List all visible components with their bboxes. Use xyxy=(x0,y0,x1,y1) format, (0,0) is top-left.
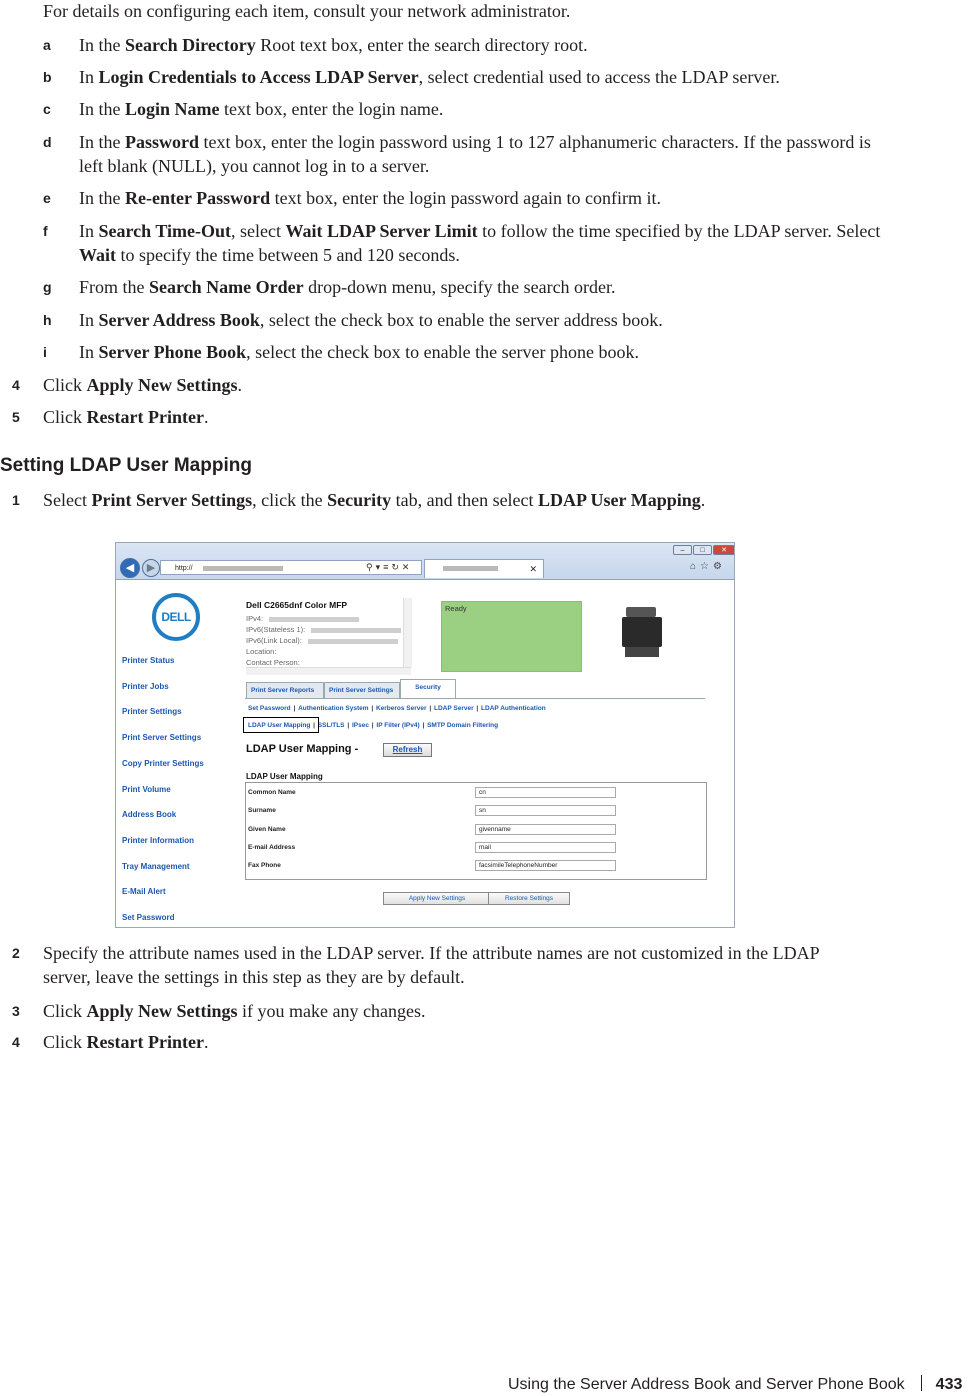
step-text: Click Apply New Settings if you make any changes. xyxy=(43,1001,426,1021)
step-number: 2 xyxy=(12,945,20,961)
field-input[interactable]: facsimileTelephoneNumber xyxy=(475,860,616,871)
step-number: 3 xyxy=(12,1003,20,1019)
security-links-row-1: Set Password | Authentication System | Kerberos Server | LDAP Server | LDAP Authentication xyxy=(248,705,546,712)
substep-text: In Server Address Book, select the check box to enable the server address book. xyxy=(79,310,663,330)
sidebar-item[interactable]: Printer Settings xyxy=(122,707,182,717)
page-footer xyxy=(508,1374,971,1396)
maximize-icon: □ xyxy=(693,545,712,555)
sidebar-item[interactable]: E-Mail Alert xyxy=(122,887,166,897)
forward-icon[interactable]: ▶ xyxy=(142,559,160,577)
sidebar-item[interactable]: Print Server Settings xyxy=(122,733,202,743)
field-input[interactable]: mail xyxy=(475,842,616,853)
sidebar-item[interactable]: Printer Information xyxy=(122,835,195,845)
substep-label: g xyxy=(43,279,52,295)
security-link[interactable]: Set Password xyxy=(248,705,291,712)
close-window-icon: ✕ xyxy=(713,545,735,555)
security-link[interactable]: IP Filter (IPv4) xyxy=(376,722,420,729)
step-number: 4 xyxy=(12,377,20,393)
substep-label: f xyxy=(43,223,48,239)
device-info-line: IPv6(Stateless 1): xyxy=(246,625,401,635)
security-link[interactable]: LDAP User Mapping xyxy=(248,722,311,729)
substep-text: In the Password text box, enter the login password using 1 to 127 alphanumeric characters. If the password is xyxy=(79,132,871,152)
substep-label: b xyxy=(43,69,52,85)
field-label: Given Name xyxy=(248,825,286,833)
substep-label: h xyxy=(43,312,52,328)
field-input[interactable]: cn xyxy=(475,787,616,798)
page-title: LDAP User Mapping - xyxy=(246,743,359,755)
close-tab-icon: ✕ xyxy=(529,564,537,574)
sidebar-item[interactable]: Print Volume xyxy=(122,784,171,794)
step-text-cont: server, leave the settings in this step as they are by default. xyxy=(43,967,465,987)
apply-new-settings-button[interactable]: Apply New Settings xyxy=(383,892,491,905)
minimize-icon: – xyxy=(673,545,692,555)
security-link[interactable]: IPsec xyxy=(351,722,369,729)
security-link[interactable]: Kerberos Server xyxy=(375,705,427,712)
dell-logo: DELL xyxy=(152,593,200,641)
address-bar[interactable]: http:// xyxy=(160,560,422,575)
vertical-scrollbar[interactable] xyxy=(403,598,412,668)
step-text: Click Apply New Settings. xyxy=(43,375,243,395)
home-star-gear-icons[interactable]: ⌂☆⚙ xyxy=(690,561,726,572)
refresh-button[interactable]: Refresh xyxy=(383,743,432,757)
step-text: Specify the attribute names used in the LDAP server. If the attribute names are not customized in the LDAP xyxy=(43,943,820,963)
browser-toolbar xyxy=(116,543,735,580)
substep-label: c xyxy=(43,101,51,117)
device-info-line: Location: xyxy=(246,647,277,656)
device-name: Dell C2665dnf Color MFP xyxy=(246,600,348,610)
footer-title: Using the Server Address Book and Server Phone Book xyxy=(508,1376,905,1393)
substep-label: a xyxy=(43,37,51,53)
tab-print-server-settings[interactable]: Print Server Settings xyxy=(324,682,400,699)
security-link[interactable]: LDAP Authentication xyxy=(481,705,546,712)
highlight-box xyxy=(243,717,319,733)
security-link[interactable]: Authentication System xyxy=(298,705,369,712)
tab-print-server-reports[interactable]: Print Server Reports xyxy=(246,682,324,699)
field-label: E-mail Address xyxy=(248,843,296,851)
substep-text-cont: Wait to specify the time between 5 and 120 seconds. xyxy=(79,245,460,265)
step-1-text: Select Print Server Settings, click the Security tab, and then select LDAP User Mapping. xyxy=(43,490,706,510)
substep-label: d xyxy=(43,134,52,150)
security-link[interactable]: SSL/TLS xyxy=(317,722,345,729)
intro-text: For details on configuring each item, consult your network administrator. xyxy=(43,1,571,21)
address-tools-icon[interactable]: ⚲▾≡↻✕ xyxy=(366,562,413,572)
field-input[interactable]: givenname xyxy=(475,824,616,835)
step-number: 1 xyxy=(12,492,20,508)
substep-text: From the Search Name Order drop-down menu, specify the search order. xyxy=(79,277,616,297)
field-label: Fax Phone xyxy=(248,862,281,870)
device-info-line: IPv6(Link Local): xyxy=(246,636,398,646)
security-link[interactable]: SMTP Domain Filtering xyxy=(427,722,499,729)
section-heading: Setting LDAP User Mapping xyxy=(0,455,252,476)
restore-settings-button[interactable]: Restore Settings xyxy=(488,892,570,905)
substep-label: i xyxy=(43,344,47,360)
security-links-row-2: LDAP User Mapping | SSL/TLS | IPsec | IP Filter (IPv4) | SMTP Domain Filtering xyxy=(248,722,499,729)
device-info-line: Contact Person: xyxy=(246,658,300,667)
substep-text: In the Search Directory Root text box, enter the search directory root. xyxy=(79,35,588,55)
horizontal-scrollbar[interactable] xyxy=(246,667,411,675)
step-number: 5 xyxy=(12,409,20,425)
embedded-screenshot xyxy=(115,542,735,928)
sidebar-item[interactable]: Printer Jobs xyxy=(122,681,169,691)
step-text: Click Restart Printer. xyxy=(43,407,209,427)
tab-security[interactable]: Security xyxy=(400,679,456,699)
back-icon[interactable]: ◀ xyxy=(120,558,140,578)
device-info-line: IPv4: xyxy=(246,614,359,624)
step-number: 4 xyxy=(12,1034,20,1050)
substep-text: In the Login Name text box, enter the login name. xyxy=(79,99,444,119)
step-text: Click Restart Printer. xyxy=(43,1032,209,1052)
substep-text: In Search Time-Out, select Wait LDAP Server Limit to follow the time specified by the LDAP server. Select xyxy=(79,221,881,241)
substep-label: e xyxy=(43,190,51,206)
browser-tab[interactable] xyxy=(424,559,544,578)
field-label: Surname xyxy=(248,807,276,815)
section-title: LDAP User Mapping xyxy=(246,772,323,781)
substep-text-cont: left blank (NULL), you cannot log in to a server. xyxy=(79,156,430,176)
field-input[interactable]: sn xyxy=(475,805,616,816)
substep-text: In the Re-enter Password text box, enter the login password again to confirm it. xyxy=(79,188,662,208)
printer-image xyxy=(622,607,662,657)
sidebar-item[interactable]: Set Password xyxy=(122,913,175,922)
sidebar-item[interactable]: Address Book xyxy=(122,810,177,820)
sidebar-item[interactable]: Copy Printer Settings xyxy=(122,758,204,768)
sidebar-item[interactable]: Tray Management xyxy=(122,861,190,871)
substep-text: In Server Phone Book, select the check box to enable the server phone book. xyxy=(79,342,640,362)
substep-text: In Login Credentials to Access LDAP Server, select credential used to access the LDAP server. xyxy=(79,67,780,87)
status-panel: Ready xyxy=(441,601,582,672)
page-number: 433 xyxy=(935,1376,963,1393)
sidebar-item[interactable]: Printer Status xyxy=(122,656,175,665)
security-link[interactable]: LDAP Server xyxy=(433,705,474,712)
field-label: Common Name xyxy=(248,789,296,796)
